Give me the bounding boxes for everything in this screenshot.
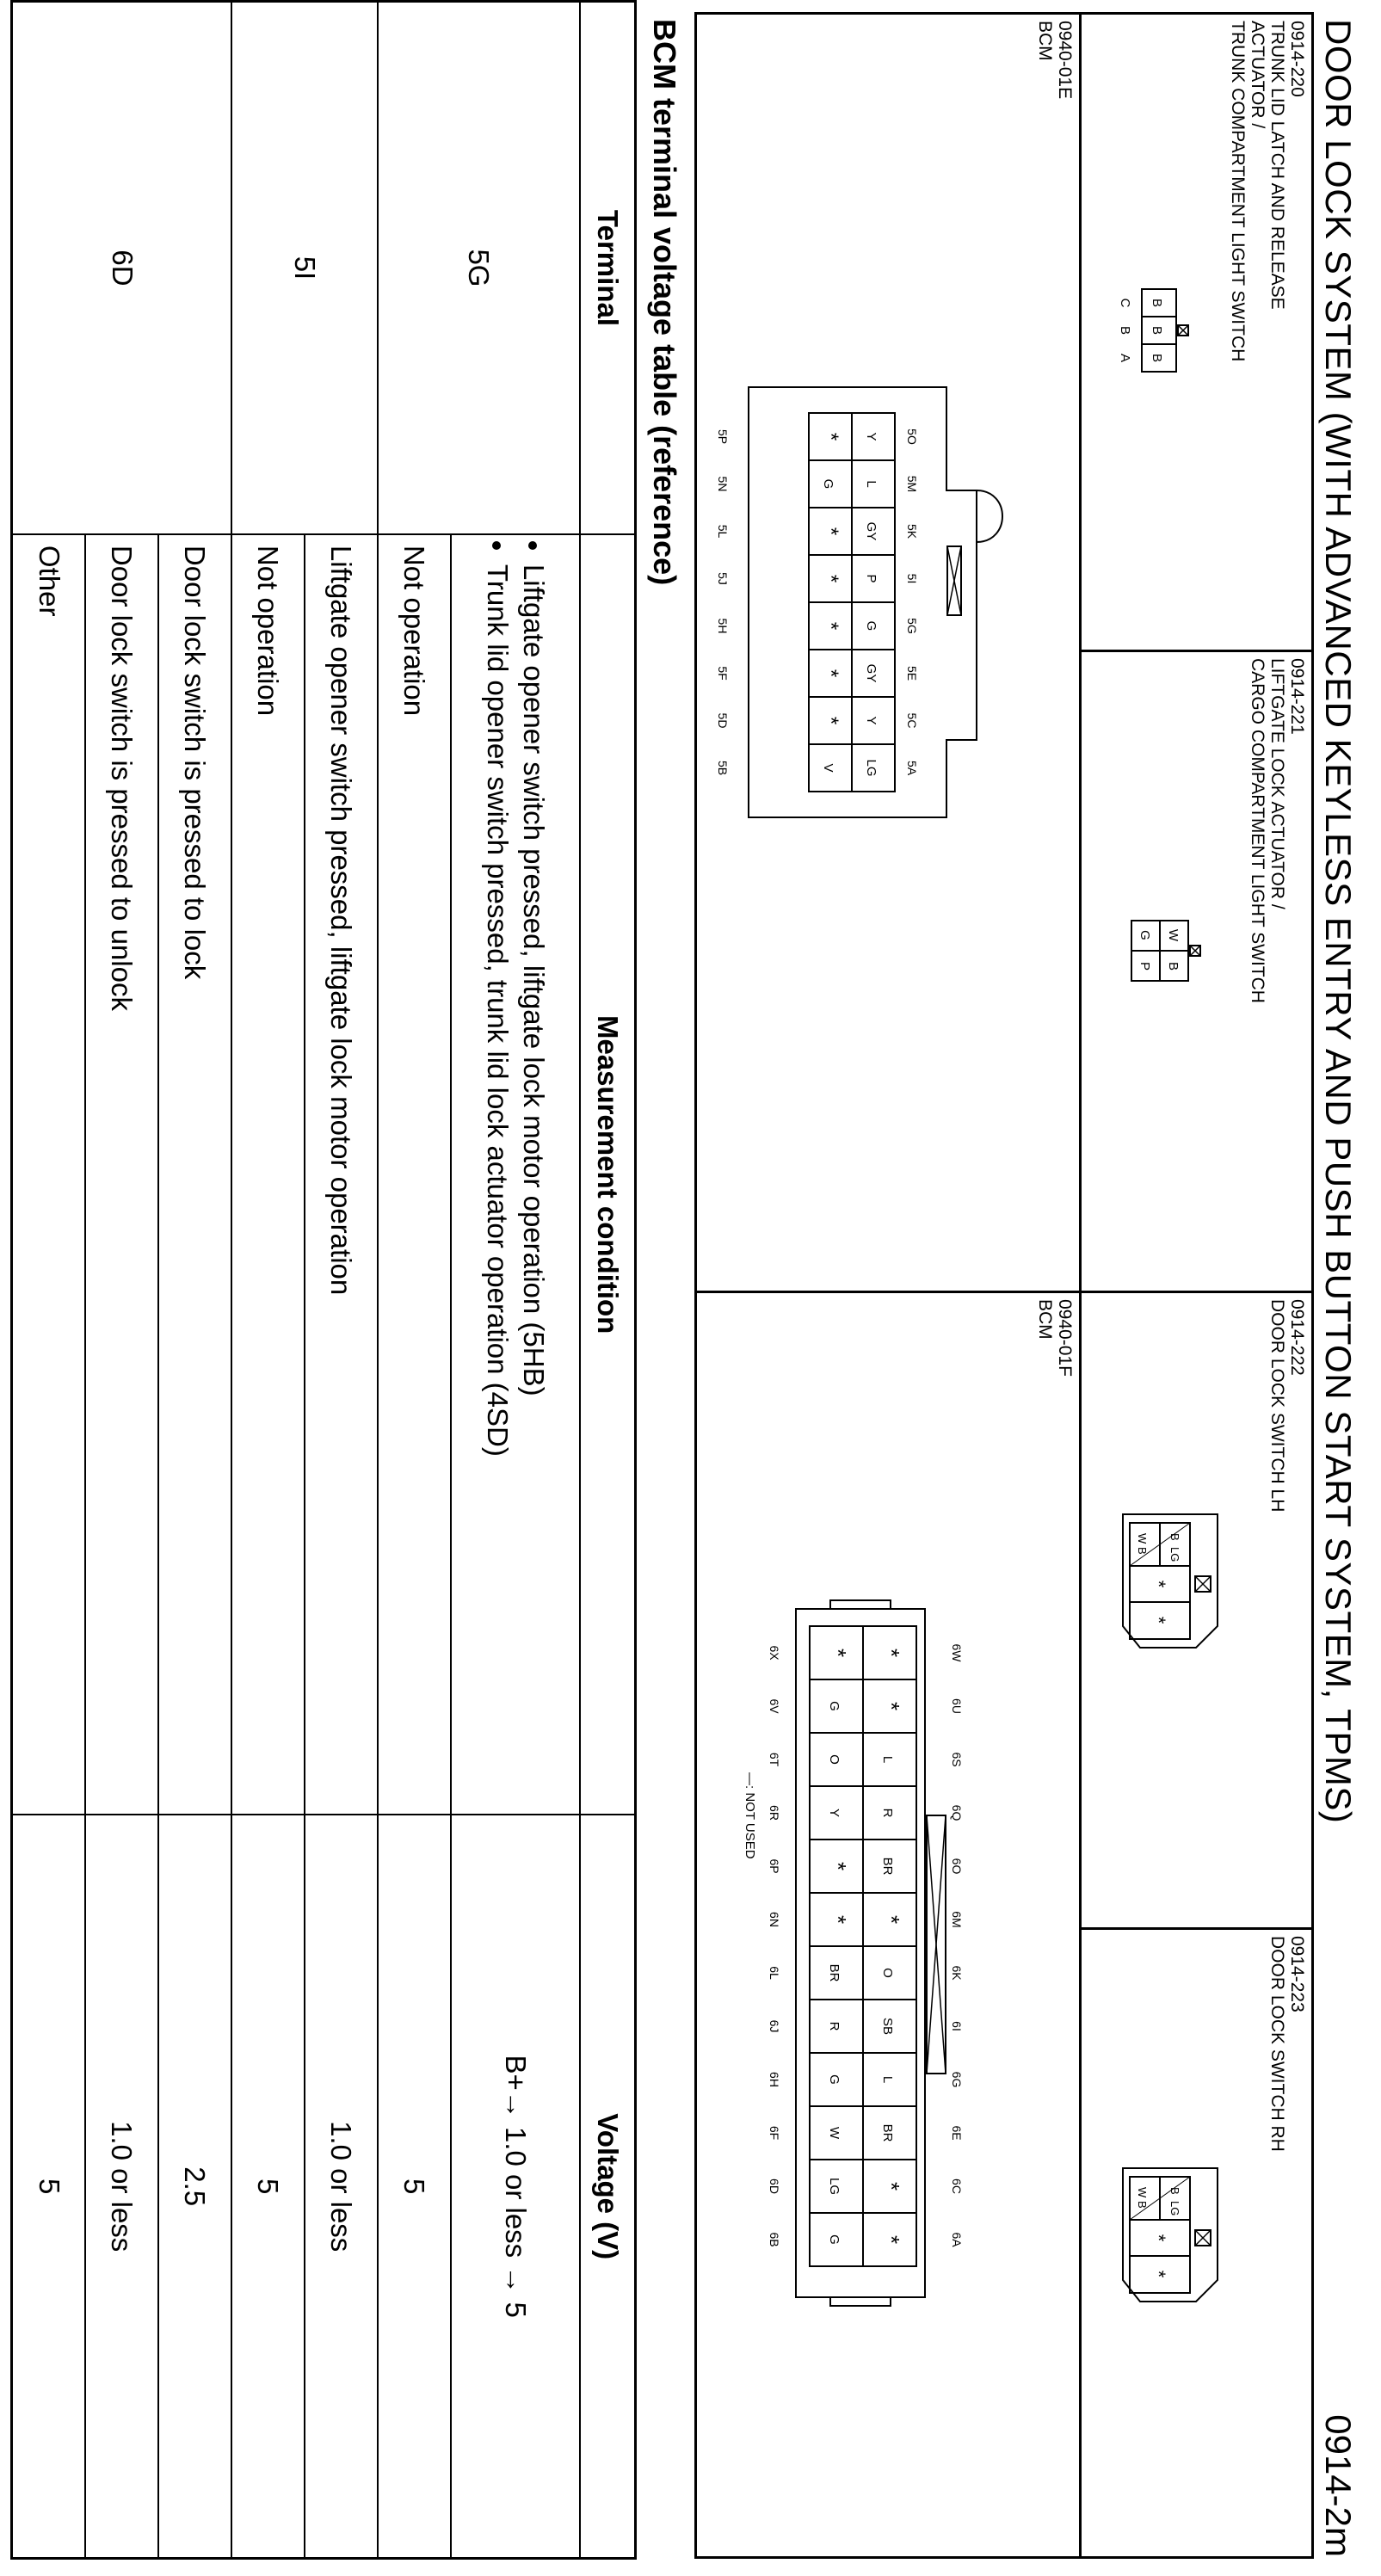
svg-text:LG: LG [1168, 2201, 1181, 2216]
pin-color: GY [864, 521, 879, 541]
condition-cell: Door lock switch is pressed to lock [158, 534, 231, 1815]
table-row [451, 2, 580, 2559]
pin-color: * [825, 1648, 851, 1658]
pin-color: G [821, 478, 835, 490]
connector-0914-221 [1114, 895, 1209, 998]
pin-color: GY [864, 663, 879, 683]
pin-number-label: 6V [768, 1698, 781, 1714]
pin-number-label: 5L [716, 524, 730, 539]
voltage-cell: 1.0 or less [85, 1815, 158, 2558]
pin-color: O [827, 1754, 842, 1765]
connector-0914-223 [1114, 2151, 1243, 2323]
pin-number-label: 6U [950, 1698, 964, 1714]
pin-number-label: 6A [950, 2232, 964, 2247]
pin-color: * [825, 1914, 851, 1925]
voltage-table [11, 0, 638, 2560]
voltage-cell: 5 [378, 1815, 451, 2558]
pin-color: * [819, 574, 842, 583]
pin-number-label: 5A [905, 760, 919, 776]
pin-color: L [880, 2075, 895, 2084]
svg-text:*: * [1148, 1580, 1169, 1588]
pin-color: B [1150, 325, 1164, 336]
pin-color: W [827, 2126, 842, 2140]
header-terminal: Terminal [580, 2, 636, 534]
connector-0914-222-label: 0914-222 DOOR LOCK SWITCH LH [1267, 1299, 1307, 1513]
diagram-divider [1082, 1927, 1314, 1930]
svg-text:B: B [1136, 1547, 1149, 1555]
pin-label: C [1118, 298, 1132, 308]
pin-color: * [879, 2181, 904, 2191]
pin-color: L [864, 480, 879, 488]
pin-number-label: 5J [716, 572, 730, 585]
diagram-divider [1079, 12, 1082, 2559]
pin-color: * [819, 621, 842, 631]
pin-color: Y [864, 716, 879, 725]
svg-text:W: W [1136, 2187, 1149, 2198]
connector-0914-220-label: 0914-220 TRUNK LID LATCH AND RELEASE ACTUATOR / TRUNK COMPARTMENT LIGHT SWITCH [1228, 21, 1307, 362]
pin-number-label: 6O [950, 1858, 964, 1875]
svg-text:G: G [1137, 930, 1152, 940]
pin-number-label: 6N [768, 1912, 781, 1927]
table-header-row [580, 2, 636, 2559]
table-row [158, 2, 231, 2559]
pin-label: B [1118, 325, 1132, 336]
pin-number-label: 6K [950, 1965, 964, 1981]
pin-number-label: 6L [768, 1966, 781, 1980]
connector-0914-223-label: 0914-223 DOOR LOCK SWITCH RH [1267, 1936, 1307, 2152]
pin-number-label: 6B [768, 2232, 781, 2247]
pin-number-label: 6P [768, 1858, 781, 1874]
pin-color: BR [880, 2123, 895, 2142]
page-code: 0914-2m [1318, 2414, 1359, 2557]
pin-number-label: 6D [768, 2179, 781, 2194]
pin-color: V [821, 763, 835, 773]
pin-number-label: 5I [905, 573, 919, 584]
pin-color: * [819, 432, 842, 441]
header-condition: Measurement condition [580, 534, 636, 1815]
terminal-cell: 6D [12, 2, 231, 534]
svg-text:B: B [1136, 2201, 1149, 2209]
pin-color: R [880, 1808, 895, 1818]
pin-color: L [880, 1755, 895, 1764]
svg-text:W: W [1166, 928, 1181, 942]
pin-number-label: 6S [950, 1752, 964, 1767]
terminal-cell: 5I [231, 2, 378, 534]
pin-number-label: 5D [716, 712, 730, 729]
pin-color: * [879, 1648, 904, 1658]
pin-number-label: 6T [768, 1752, 781, 1767]
pin-number-label: 5F [716, 666, 730, 681]
pin-number-label: 6G [950, 2071, 964, 2088]
pin-color: BR [880, 1857, 895, 1876]
pin-color: LG [827, 2177, 842, 2196]
not-used-note: —: NOT USED [743, 1772, 757, 1859]
svg-text:LG: LG [1168, 1547, 1181, 1562]
pin-number-label: 6E [950, 2125, 964, 2141]
pin-number-label: 5C [905, 712, 919, 729]
table-caption: BCM terminal voltage table (reference) [647, 19, 682, 586]
pin-color: P [864, 574, 879, 583]
table-row [305, 2, 378, 2559]
pin-color: * [879, 2234, 904, 2245]
svg-text:B: B [1168, 2187, 1181, 2195]
condition-cell: Other [12, 534, 85, 1815]
svg-text:W: W [1136, 1533, 1149, 1544]
pin-number-label: 5K [905, 523, 919, 539]
voltage-cell: 5 [231, 1815, 305, 2558]
diagram-divider [694, 1291, 1314, 1293]
pin-color: BR [827, 1963, 842, 1982]
pin-number-label: 5G [905, 618, 919, 634]
condition-cell: • Liftgate opener switch pressed, liftgate lock motor operation (5HB) • Trunk lid opener switch pressed, trunk lid lock actuator operation (4SD) [451, 534, 580, 1815]
pin-number-label: 6X [768, 1645, 781, 1661]
pin-color: * [819, 669, 842, 678]
condition-cell: Door lock switch is pressed to unlock [85, 534, 158, 1815]
svg-text:B: B [1168, 1533, 1181, 1541]
pin-color: LG [864, 759, 879, 777]
pin-color: SB [880, 2017, 895, 2036]
connector-0914-220 [1106, 258, 1200, 379]
pin-number-label: 5E [905, 665, 919, 681]
voltage-cell: 5 [12, 1815, 85, 2558]
pin-label: A [1118, 353, 1132, 363]
pin-color: Y [864, 432, 879, 441]
svg-text:*: * [1148, 2270, 1169, 2278]
pin-number-label: 5N [716, 476, 730, 492]
pin-color: R [827, 2021, 842, 2031]
svg-text:P: P [1137, 961, 1152, 971]
pin-color: * [879, 1914, 904, 1925]
pin-color: G [827, 2074, 842, 2085]
pin-number-label: 5B [716, 760, 730, 776]
terminal-cell: 5G [378, 2, 580, 534]
pin-color: * [819, 527, 842, 536]
condition-cell: Not operation [231, 534, 305, 1815]
page-title: DOOR LOCK SYSTEM (WITH ADVANCED KEYLESS ENTRY AND PUSH BUTTON START SYSTEM, TPMS) [1318, 19, 1359, 1824]
pin-number-label: 5H [716, 618, 730, 634]
connector-0940-01E [710, 361, 1028, 878]
svg-text:*: * [1148, 2234, 1169, 2242]
svg-text:*: * [1148, 1616, 1169, 1624]
pin-color: B [1150, 298, 1164, 308]
connector-0940-01F [710, 1575, 1020, 2349]
svg-text:B: B [1166, 961, 1181, 971]
pin-number-label: 6Q [950, 1804, 964, 1821]
pin-number-label: 6I [950, 2021, 964, 2031]
pin-number-label: 6M [950, 1911, 964, 1928]
pin-color: * [819, 716, 842, 725]
pin-number-label: 6J [768, 2019, 781, 2033]
pin-color: B [1150, 353, 1164, 363]
diagram-divider [1082, 650, 1314, 652]
pin-color: G [864, 620, 879, 632]
pin-color: * [879, 1701, 904, 1711]
voltage-cell: B+→ 1.0 or less → 5 [451, 1815, 580, 2558]
pin-number-label: 6C [950, 2179, 964, 2194]
pin-color: Y [827, 1808, 842, 1818]
pin-color: G [827, 2234, 842, 2245]
voltage-cell: 1.0 or less [305, 1815, 378, 2558]
header-voltage: Voltage (V) [580, 1815, 636, 2558]
pin-number-label: 5P [716, 428, 730, 445]
pin-number-label: 6W [950, 1643, 964, 1662]
pin-number-label: 5O [905, 428, 919, 445]
condition-cell: Liftgate opener switch pressed, liftgate lock motor operation [305, 534, 378, 1815]
pin-number-label: 6F [768, 2125, 781, 2141]
condition-cell: Not operation [378, 534, 451, 1815]
pin-color: G [827, 1701, 842, 1711]
pin-number-label: 6H [768, 2072, 781, 2087]
connector-0940-01F-label: 0940-01F BCM [1035, 1299, 1075, 1377]
connector-0914-221-label: 0914-221 LIFTGATE LOCK ACTUATOR / CARGO COMPARTMENT LIGHT SWITCH [1248, 658, 1307, 1003]
pin-color: O [880, 1968, 895, 1978]
pin-number-label: 6R [768, 1805, 781, 1821]
connector-0940-01E-label: 0940-01E BCM [1035, 21, 1075, 100]
pin-color: * [825, 1861, 851, 1871]
pin-number-label: 5M [905, 475, 919, 493]
voltage-cell: 2.5 [158, 1815, 231, 2558]
connector-0914-222 [1114, 1497, 1243, 1669]
